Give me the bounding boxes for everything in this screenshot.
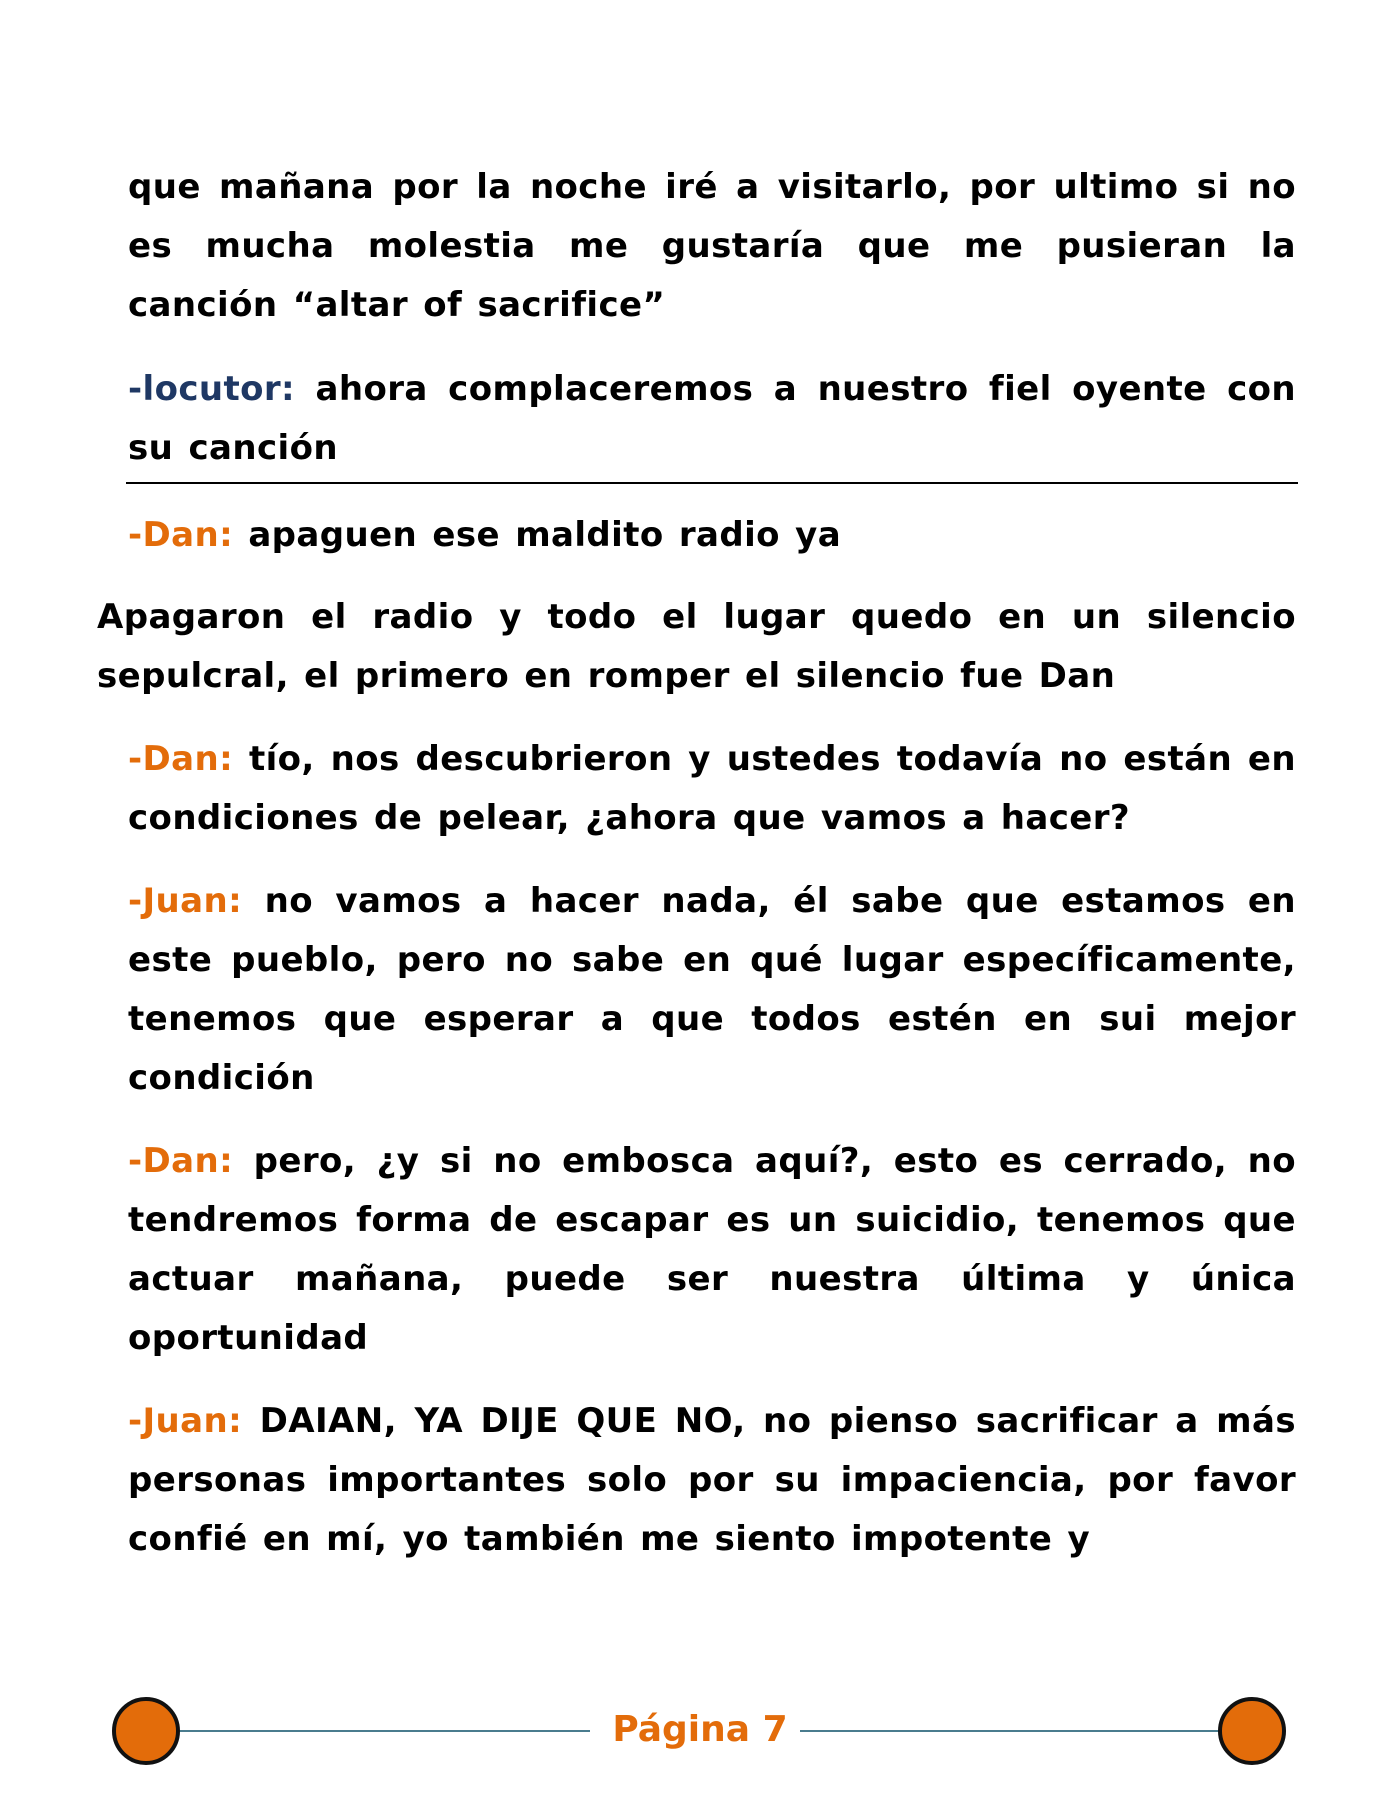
page-footer <box>0 1690 1400 1780</box>
paragraph-continuation <box>128 158 1296 335</box>
footer-left-line <box>180 1730 590 1732</box>
footer-right-line <box>800 1730 1220 1732</box>
speaker-label: -Dan: <box>128 1141 234 1181</box>
speaker-label: -locutor: <box>128 369 296 409</box>
speaker-label: -Juan: <box>128 1401 243 1441</box>
speaker-label: -Juan: <box>128 881 243 921</box>
dialogue-dan <box>128 506 1296 565</box>
dialogue-locutor <box>128 360 1296 478</box>
dialogue-juan <box>128 872 1296 1108</box>
paragraph-text: que mañana por la noche iré a visitarlo, por ultimo si no es mucha molestia me gustaría que me pusieran la canción “altar of sacrifice” <box>128 167 1296 325</box>
dialogue-text: ahora complaceremos a nuestro fiel oyente con su canción <box>128 369 1296 468</box>
dialogue-juan <box>128 1392 1296 1569</box>
speaker-label: -Dan: <box>128 739 234 779</box>
dialogue-text: pero, ¿y si no embosca aquí?, esto es cerrado, no tendremos forma de escapar es un suicidio, tenemos que actuar mañana, puede ser nuestra última y única oportunidad <box>128 1141 1296 1358</box>
section-divider <box>126 482 1298 484</box>
page-number: Página 7 <box>612 1709 788 1750</box>
dialogue-dan <box>128 730 1296 848</box>
dialogue-text: no vamos a hacer nada, él sabe que estamos en este pueblo, pero no sabe en qué lugar específicamente, tenemos que esperar a que todos estén en sui mejor condición <box>128 881 1296 1098</box>
dialogue-text: DAIAN, YA DIJE QUE NO, no pienso sacrificar a más personas importantes solo por su impaciencia, por favor confié en mí, yo también me siento impotente y <box>128 1401 1296 1559</box>
dialogue-text: apaguen ese maldito radio ya <box>233 515 842 555</box>
dialogue-text: tío, nos descubrieron y ustedes todavía no están en condiciones de pelear, ¿ahora que vamos a hacer? <box>128 739 1296 838</box>
paragraph-text: Apagaron el radio y todo el lugar quedo en un silencio sepulcral, el primero en romper el silencio fue Dan <box>97 597 1296 696</box>
left-circle-ornament <box>112 1697 180 1765</box>
speaker-label: -Dan: <box>128 515 234 555</box>
right-circle-ornament <box>1218 1697 1286 1765</box>
dialogue-dan <box>128 1132 1296 1368</box>
narration-paragraph <box>97 588 1296 706</box>
